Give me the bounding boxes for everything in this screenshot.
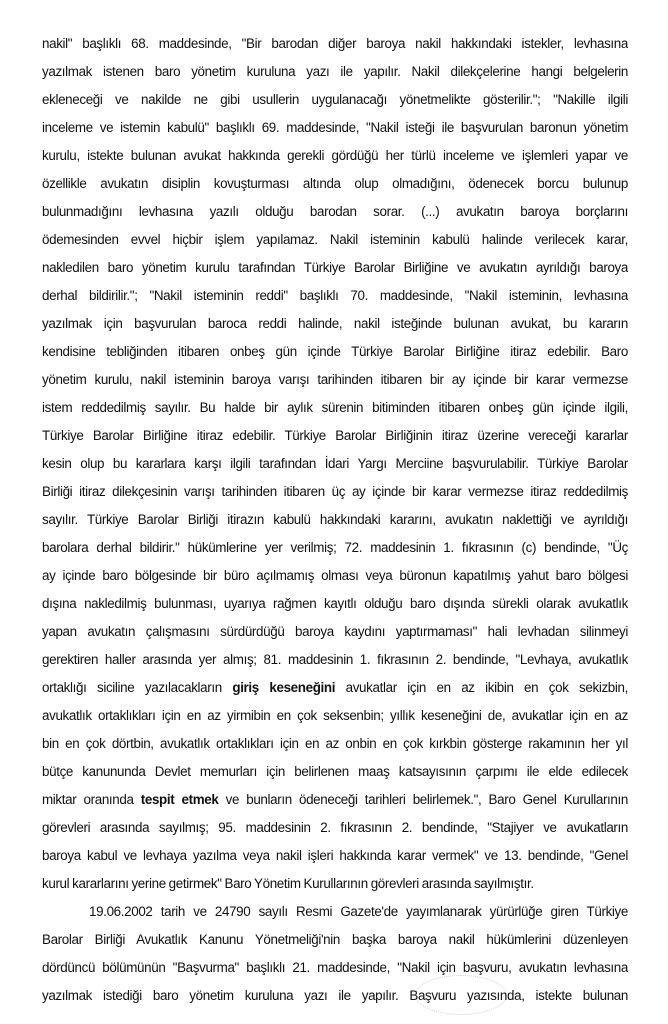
text-line: nakil" başlıklı 68. maddesinde, "Bir barodan diğer baroya nakil hakkındaki istekler, levhasına <box>42 36 628 51</box>
text-line: gerektiren haller arasında yer almış; 81. maddesinin 1. fıkrasının 2. bendinde, "Levhaya, avukatlık <box>42 652 628 667</box>
text-line <box>42 674 628 702</box>
paragraph-1 <box>42 30 628 898</box>
text-line: kurulu, istekte bulunan avukat hakkında gerekli gördüğü her türlü inceleme ve işlemleri yapar ve <box>42 148 628 163</box>
text-line <box>42 786 628 814</box>
text-line: istem reddedilmiş sayılır. Bu halde bir aylık sürenin bitiminden itibaren onbeş gün içinde ilgili, <box>42 400 628 415</box>
text-line: nakledilen baro yönetim kurulu tarafından Türkiye Barolar Birliğine ve avukatın ayrıldığı baroya <box>42 260 628 275</box>
text-line: yazılmak istenen baro yönetim kuruluna yazı ile yapılır. Nakil dilekçelerine hangi belgelerin <box>42 64 628 79</box>
text-line: özellikle avukatın disiplin kovuşturması altında olup olmadığını, ödenecek borcu bulunup <box>42 176 628 191</box>
paragraph-2 <box>42 898 628 1010</box>
text-line: dışına nakledilmiş bulunması, uyarıya rağmen kayıtlı olduğu baro dışında sürekli olarak avukatlık <box>42 596 628 611</box>
text-line: bütçe kanununda Devlet memurları için belirlenen maaş katsayısının çarpımı ile elde edilecek <box>42 764 628 779</box>
text-line: kesin olup bu kararlara karşı ilgili tarafından İdari Yargı Merciine başvurulabilir. Türkiye Barolar <box>42 456 628 471</box>
bold-phrase-tespit-etmek: tespit etmek <box>140 792 219 807</box>
text-line: Birliği itiraz dilekçesinin varışı tarihinden itibaren üç ay içinde bir karar vermezse itiraz reddedilmiş <box>42 484 628 499</box>
text-line: kurul kararlarını yerine getirmek" Baro Yönetim Kurullarının görevleri arasında sayılmıştır. <box>42 876 534 891</box>
document-body <box>42 30 628 1010</box>
text-run: miktar oranında <box>42 792 141 807</box>
text-line: yönetim kurulu, nakil isteminin baroya varışı tarihinden itibaren bir ay içinde bir karar vermezse <box>42 372 628 387</box>
text-line: Türkiye Barolar Birliğine itiraz edebilir. Türkiye Barolar Birliğinin itiraz üzerine vereceği kararlar <box>42 428 628 443</box>
text-line: baroya kabul ve levhaya yazılma veya nakil işleri hakkında karar vermek" ve 13. bendinde, "Genel <box>42 848 628 863</box>
text-line: yazılmak istediği baro yönetim kuruluna yazı ile yapılır. Başvuru yazısında, istekte bulunan <box>42 988 628 1003</box>
text-line: görevleri arasında sayılmış; 95. maddesinin 2. fıkrasının 2. bendinde, "Stajiyer ve avukatların <box>42 820 628 835</box>
text-line: ekleneceği ve nakilde ne gibi usullerin uygulanacağı yönetmelikte gösterilir."; "Nakille ilgili <box>42 92 628 107</box>
text-run: ortaklığı siciline yazılacakların <box>42 680 233 695</box>
text-line: bin en çok dörtbin, avukatlık ortaklıkları için en az onbin en çok kırkbin gösterge rakamının her yıl <box>42 736 628 751</box>
text-line: inceleme ve istemin kabulü" başlıklı 69. maddesinde, "Nakil isteği ile başvurulan baronun yönetim <box>42 120 628 135</box>
text-run: ve bunların ödeneceği tarihleri belirlemek.", Baro Genel Kurullarının <box>218 792 628 807</box>
text-line: Barolar Birliği Avukatlık Kanunu Yönetmeliği'nin başka baroya nakil hükümlerini düzenleyen <box>42 932 628 947</box>
text-line: derhal bildirilir."; "Nakil isteminin reddi" başlıklı 70. maddesinde, "Nakil isteminin, levhasına <box>42 288 628 303</box>
text-line: sayılır. Türkiye Barolar Birliği itirazın kabulü hakkındaki kararını, avukatın naklettiği ve ayrıldığı <box>42 512 628 527</box>
text-line: 19.06.2002 tarih ve 24790 sayılı Resmi Gazete'de yayımlanarak yürürlüğe giren Türkiye <box>89 904 628 919</box>
text-line: yazılmak için başvurulan baroca reddi halinde, nakil isteğinde bulunan avukat, bu kararın <box>42 316 628 331</box>
text-line: ödemesinden evvel hiçbir işlem yapılamaz. Nakil isteminin kabulü halinde verilecek karar, <box>42 232 628 247</box>
text-line: kendisine tebliğinden itibaren onbeş gün içinde Türkiye Barolar Birliğine itiraz edebilir. Baro <box>42 344 628 359</box>
text-line: yapan avukatın çalışmasını sürdürdüğü baroya kaydını yaptırmaması" hali levhadan silinmeyi <box>42 624 628 639</box>
text-line: bulunmadığını levhasına yazılı olduğu barodan sorar. (...) avukatın baroya borçlarını <box>42 204 628 219</box>
bold-phrase-giris-kesenegi: giriş keseneğini <box>232 680 336 695</box>
text-line: barolara derhal bildirir." hükümlerine yer verilmiş; 72. maddesinin 1. fıkrasının (c) bendinde, "Üç <box>42 540 628 555</box>
text-run: avukatlar için en az ikibin en çok sekizbin, <box>335 680 628 695</box>
text-line: avukatlık ortaklıkları için en az yirmibin en çok seksenbin; yıllık keseneğini de, avukatlar için en az <box>42 708 628 723</box>
text-line: ay içinde baro bölgesinde bir büro açılmamış olması veya büronun kapatılmış yahut baro bölgesi <box>42 568 628 583</box>
text-line: dördüncü bölümünün "Başvurma" başlıklı 21. maddesinde, "Nakil için başvuru, avukatın levhasına <box>42 960 628 975</box>
